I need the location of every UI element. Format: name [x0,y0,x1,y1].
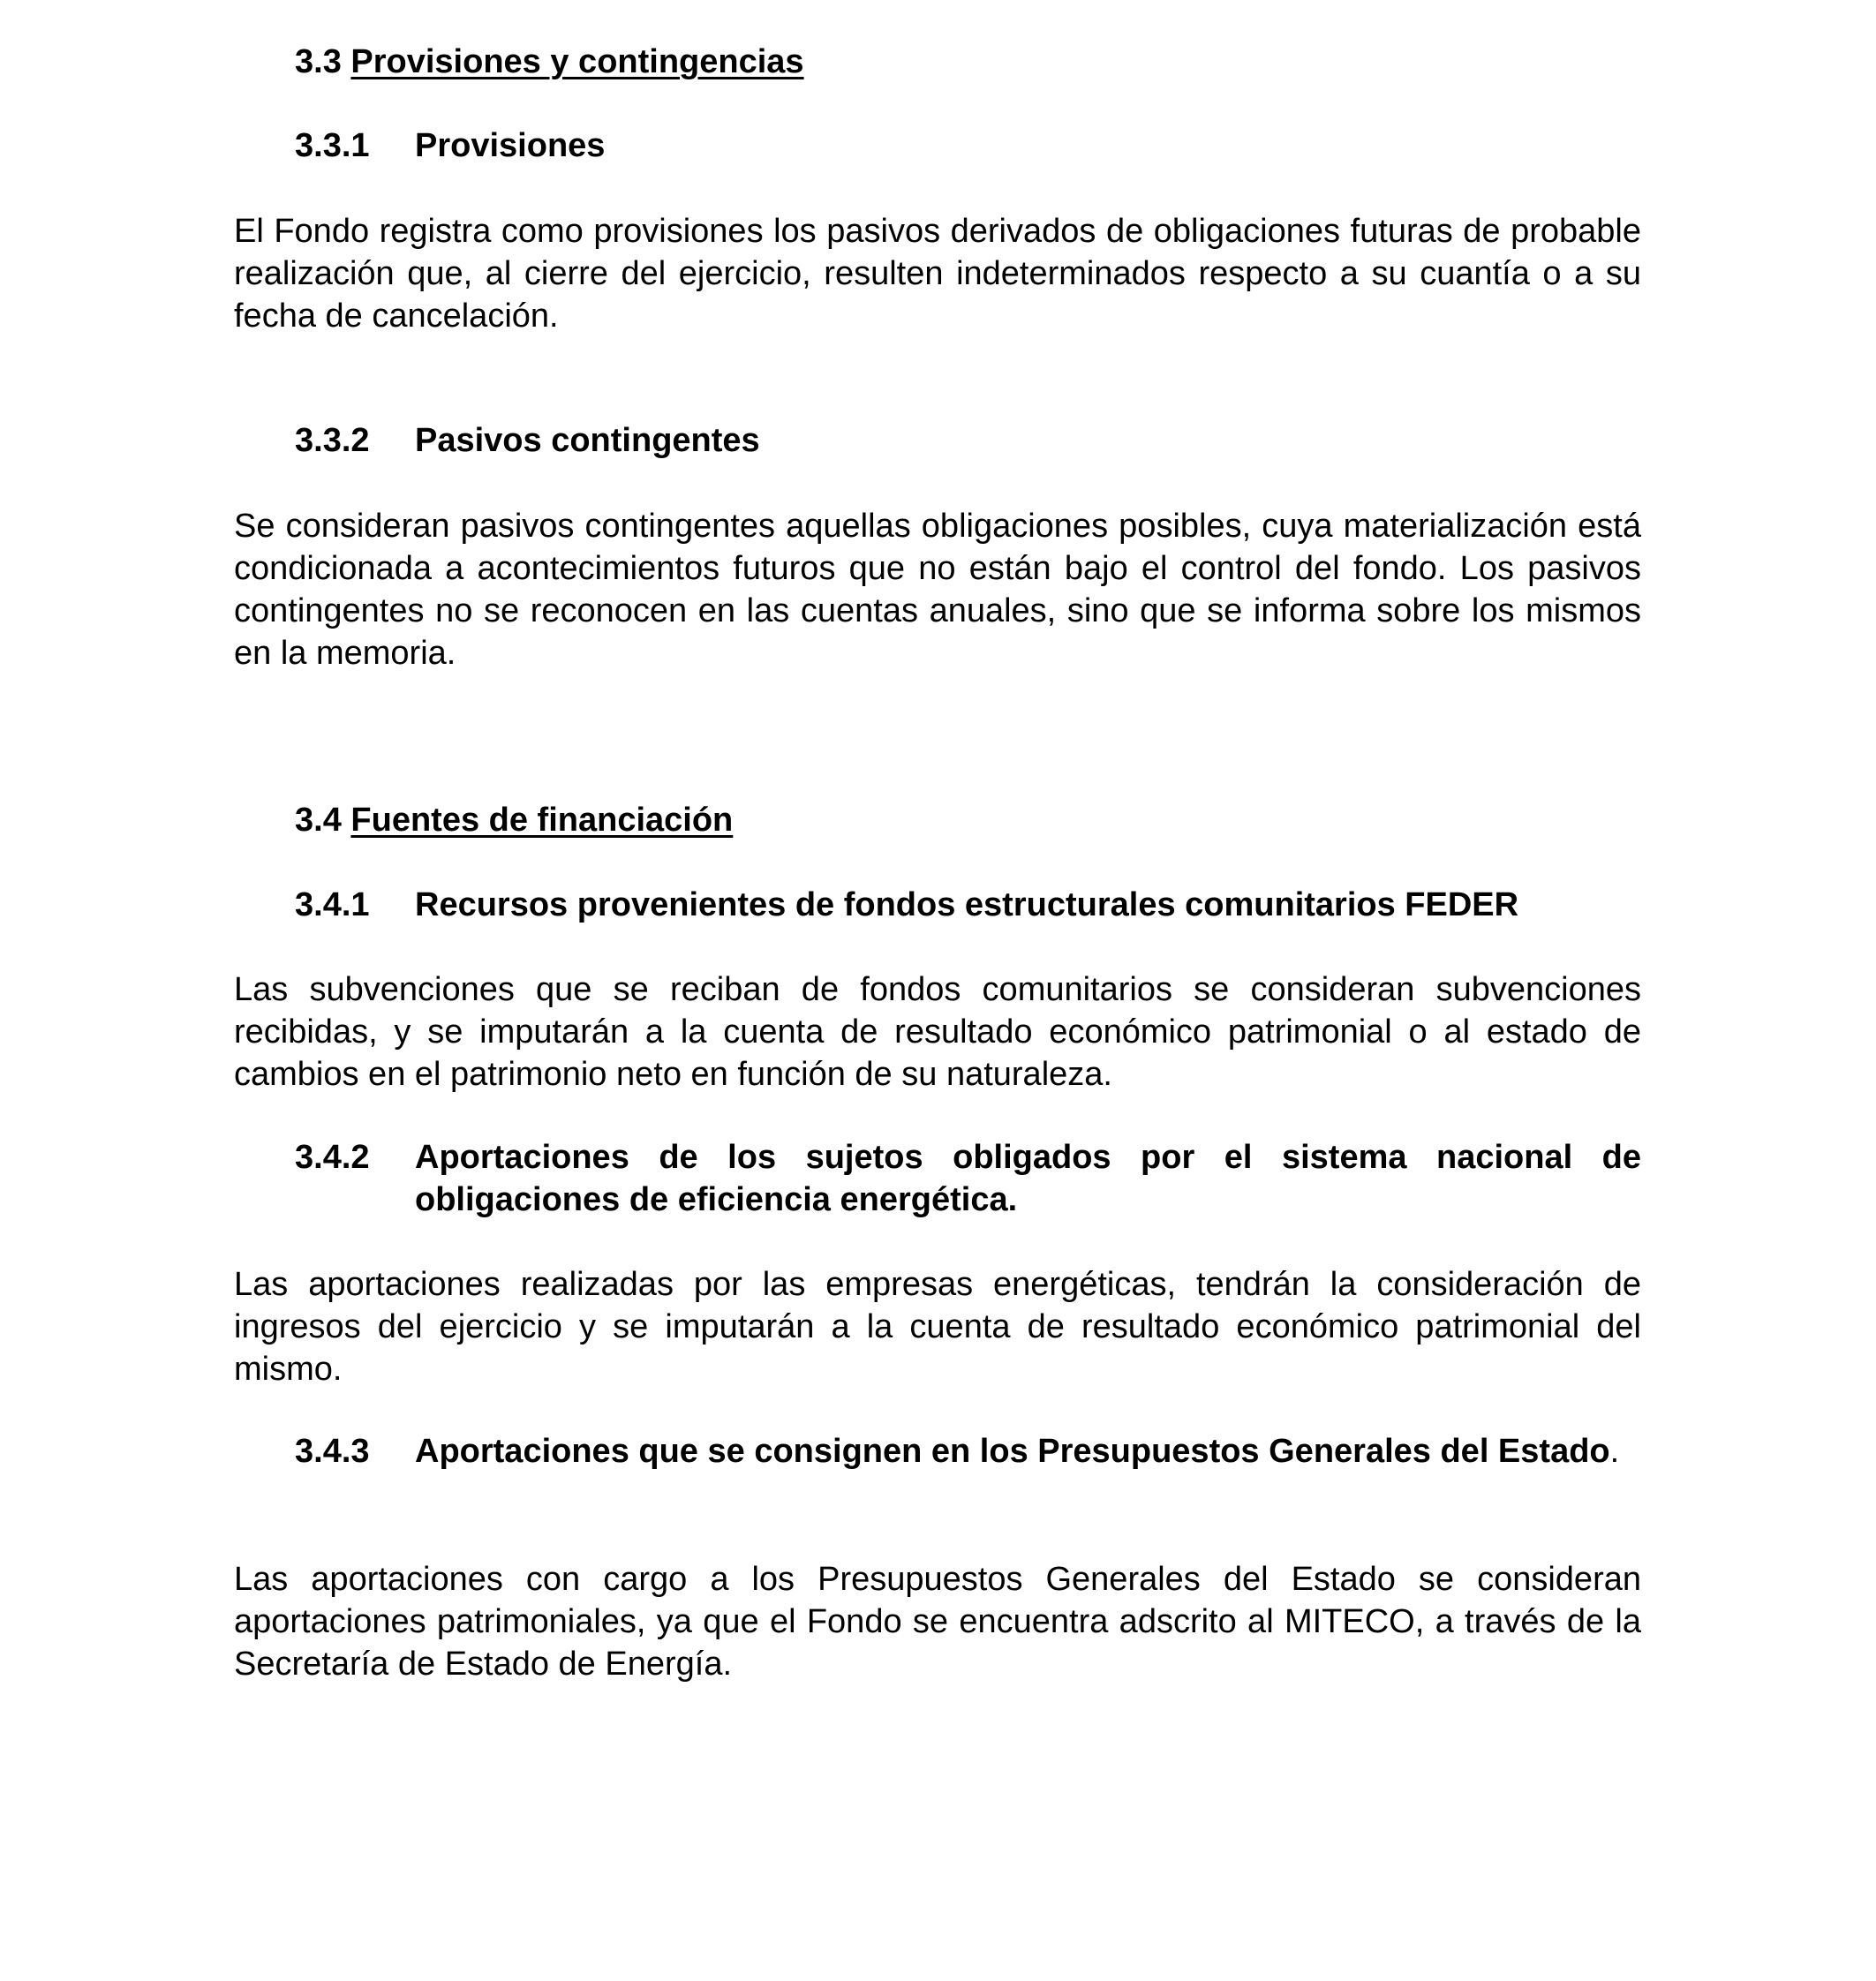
section-number: 3.3 [295,43,342,80]
paragraph-pasivos-contingentes: Se consideran pasivos contingentes aquellas obligaciones posibles, cuya materialización está condicionada a acontecimientos futuros que no están bajo el control del fondo. Los pasivos contingentes no se reconocen en las cuentas anuales, sino que se informa sobre los mismos en la memoria. [234,508,1641,672]
section-title: Provisiones y contingencias [350,43,804,80]
section-heading-3-3 [295,41,804,83]
paragraph-presupuestos: Las aportaciones con cargo a los Presupuestos Generales del Estado se consideran aportaciones patrimoniales, ya que el Fondo se encuentra adscrito al MITECO, a través de la Secretaría de Estado de Energía. [234,1561,1641,1683]
subsection-heading-3-3-2 [295,419,1641,462]
subsection-number: 3.3.1 [295,127,370,164]
subsection-heading-3-4-1 [295,884,1641,926]
subsection-heading-3-3-1 [295,124,1641,167]
paragraph-feder: Las subvenciones que se reciban de fondos comunitarios se consideran subvenciones recibidas, y se imputarán a la cuenta de resultado económico patrimonial o al estado de cambios en el patrimonio neto en función de su naturaleza. [234,971,1641,1093]
subsection-title: Aportaciones de los sujetos obligados por el sistema nacional de obligaciones de eficiencia energética. [415,1139,1641,1218]
subsection-heading-3-4-3 [295,1430,1641,1473]
subsection-number: 3.4.1 [295,886,370,923]
section-title: Fuentes de financiación [350,802,734,839]
section-number: 3.4 [295,802,342,839]
paragraph-sujetos-obligados: Las aportaciones realizadas por las empresas energéticas, tendrán la consideración de ingresos del ejercicio y se imputarán a la cuenta de resultado económico patrimonial del mismo. [234,1266,1641,1388]
subsection-title-suffix: . [1609,1433,1620,1470]
subsection-number: 3.4.2 [295,1139,370,1176]
subsection-title: Pasivos contingentes [415,422,760,459]
paragraph-provisiones: El Fondo registra como provisiones los pasivos derivados de obligaciones futuras de probable realización que, al cierre del ejercicio, resulten indeterminados respecto a su cuantía o a su fecha de cancelación. [234,213,1641,335]
subsection-number: 3.3.2 [295,422,370,459]
subsection-title: Provisiones [415,127,606,164]
subsection-title: Aportaciones que se consignen en los Presupuestos Generales del Estado [415,1433,1610,1470]
subsection-number: 3.4.3 [295,1433,370,1470]
subsection-title: Recursos provenientes de fondos estructurales comunitarios FEDER [415,886,1519,923]
section-heading-3-4 [295,799,733,841]
subsection-heading-3-4-2 [295,1136,1641,1221]
subsection-title-wrapper [415,1430,1641,1473]
